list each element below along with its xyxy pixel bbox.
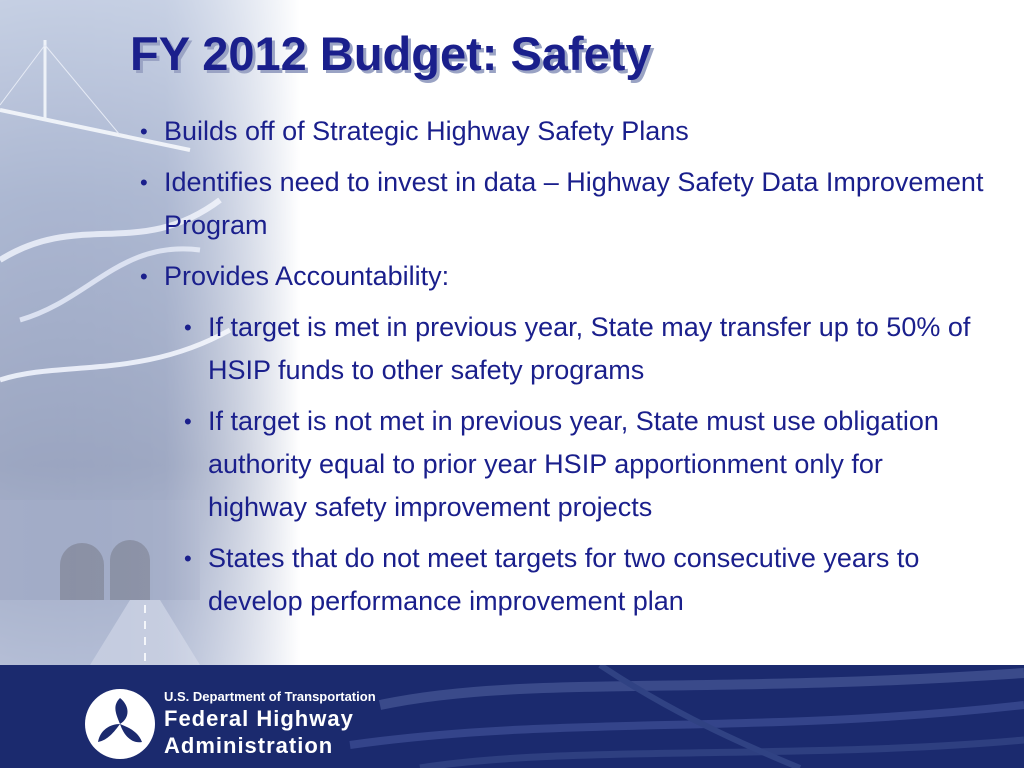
bullet-marker: • [140,264,148,289]
fhwa-logo-icon [84,688,156,760]
agency-name-line1: Federal Highway [164,706,354,731]
bullet-item [140,161,1000,247]
bullet-item [140,255,1000,298]
bullet-text: States that do not meet targets for two consecutive years to develop performance improvement plan [208,543,920,616]
agency-name-line2: Administration [164,733,334,758]
bullet-marker: • [184,315,192,340]
footer-band [0,665,1024,768]
bullet-marker: • [140,170,148,195]
bullet-list [140,110,1000,631]
slide-title: FY 2012 Budget: Safety [130,27,652,80]
bullet-marker: • [184,546,192,571]
bullet-text: Builds off of Strategic Highway Safety Plans [164,116,689,146]
bullet-marker: • [140,119,148,144]
department-name: U.S. Department of Transportation [164,689,376,704]
bullet-text: Provides Accountability: [164,261,450,291]
sub-bullet-item [184,537,1000,623]
bullet-item [140,110,1000,153]
bullet-text: If target is met in previous year, State may transfer up to 50% of HSIP funds to other safety programs [208,312,971,385]
bullet-marker: • [184,409,192,434]
sub-bullet-item [184,400,1000,529]
sub-bullet-item [184,306,1000,392]
bullet-text: Identifies need to invest in data – Highway Safety Data Improvement Program [164,167,984,240]
bullet-text: If target is not met in previous year, State must use obligation authority equal to prior year HSIP apportionment only for highway safety improvement projects [208,406,939,522]
